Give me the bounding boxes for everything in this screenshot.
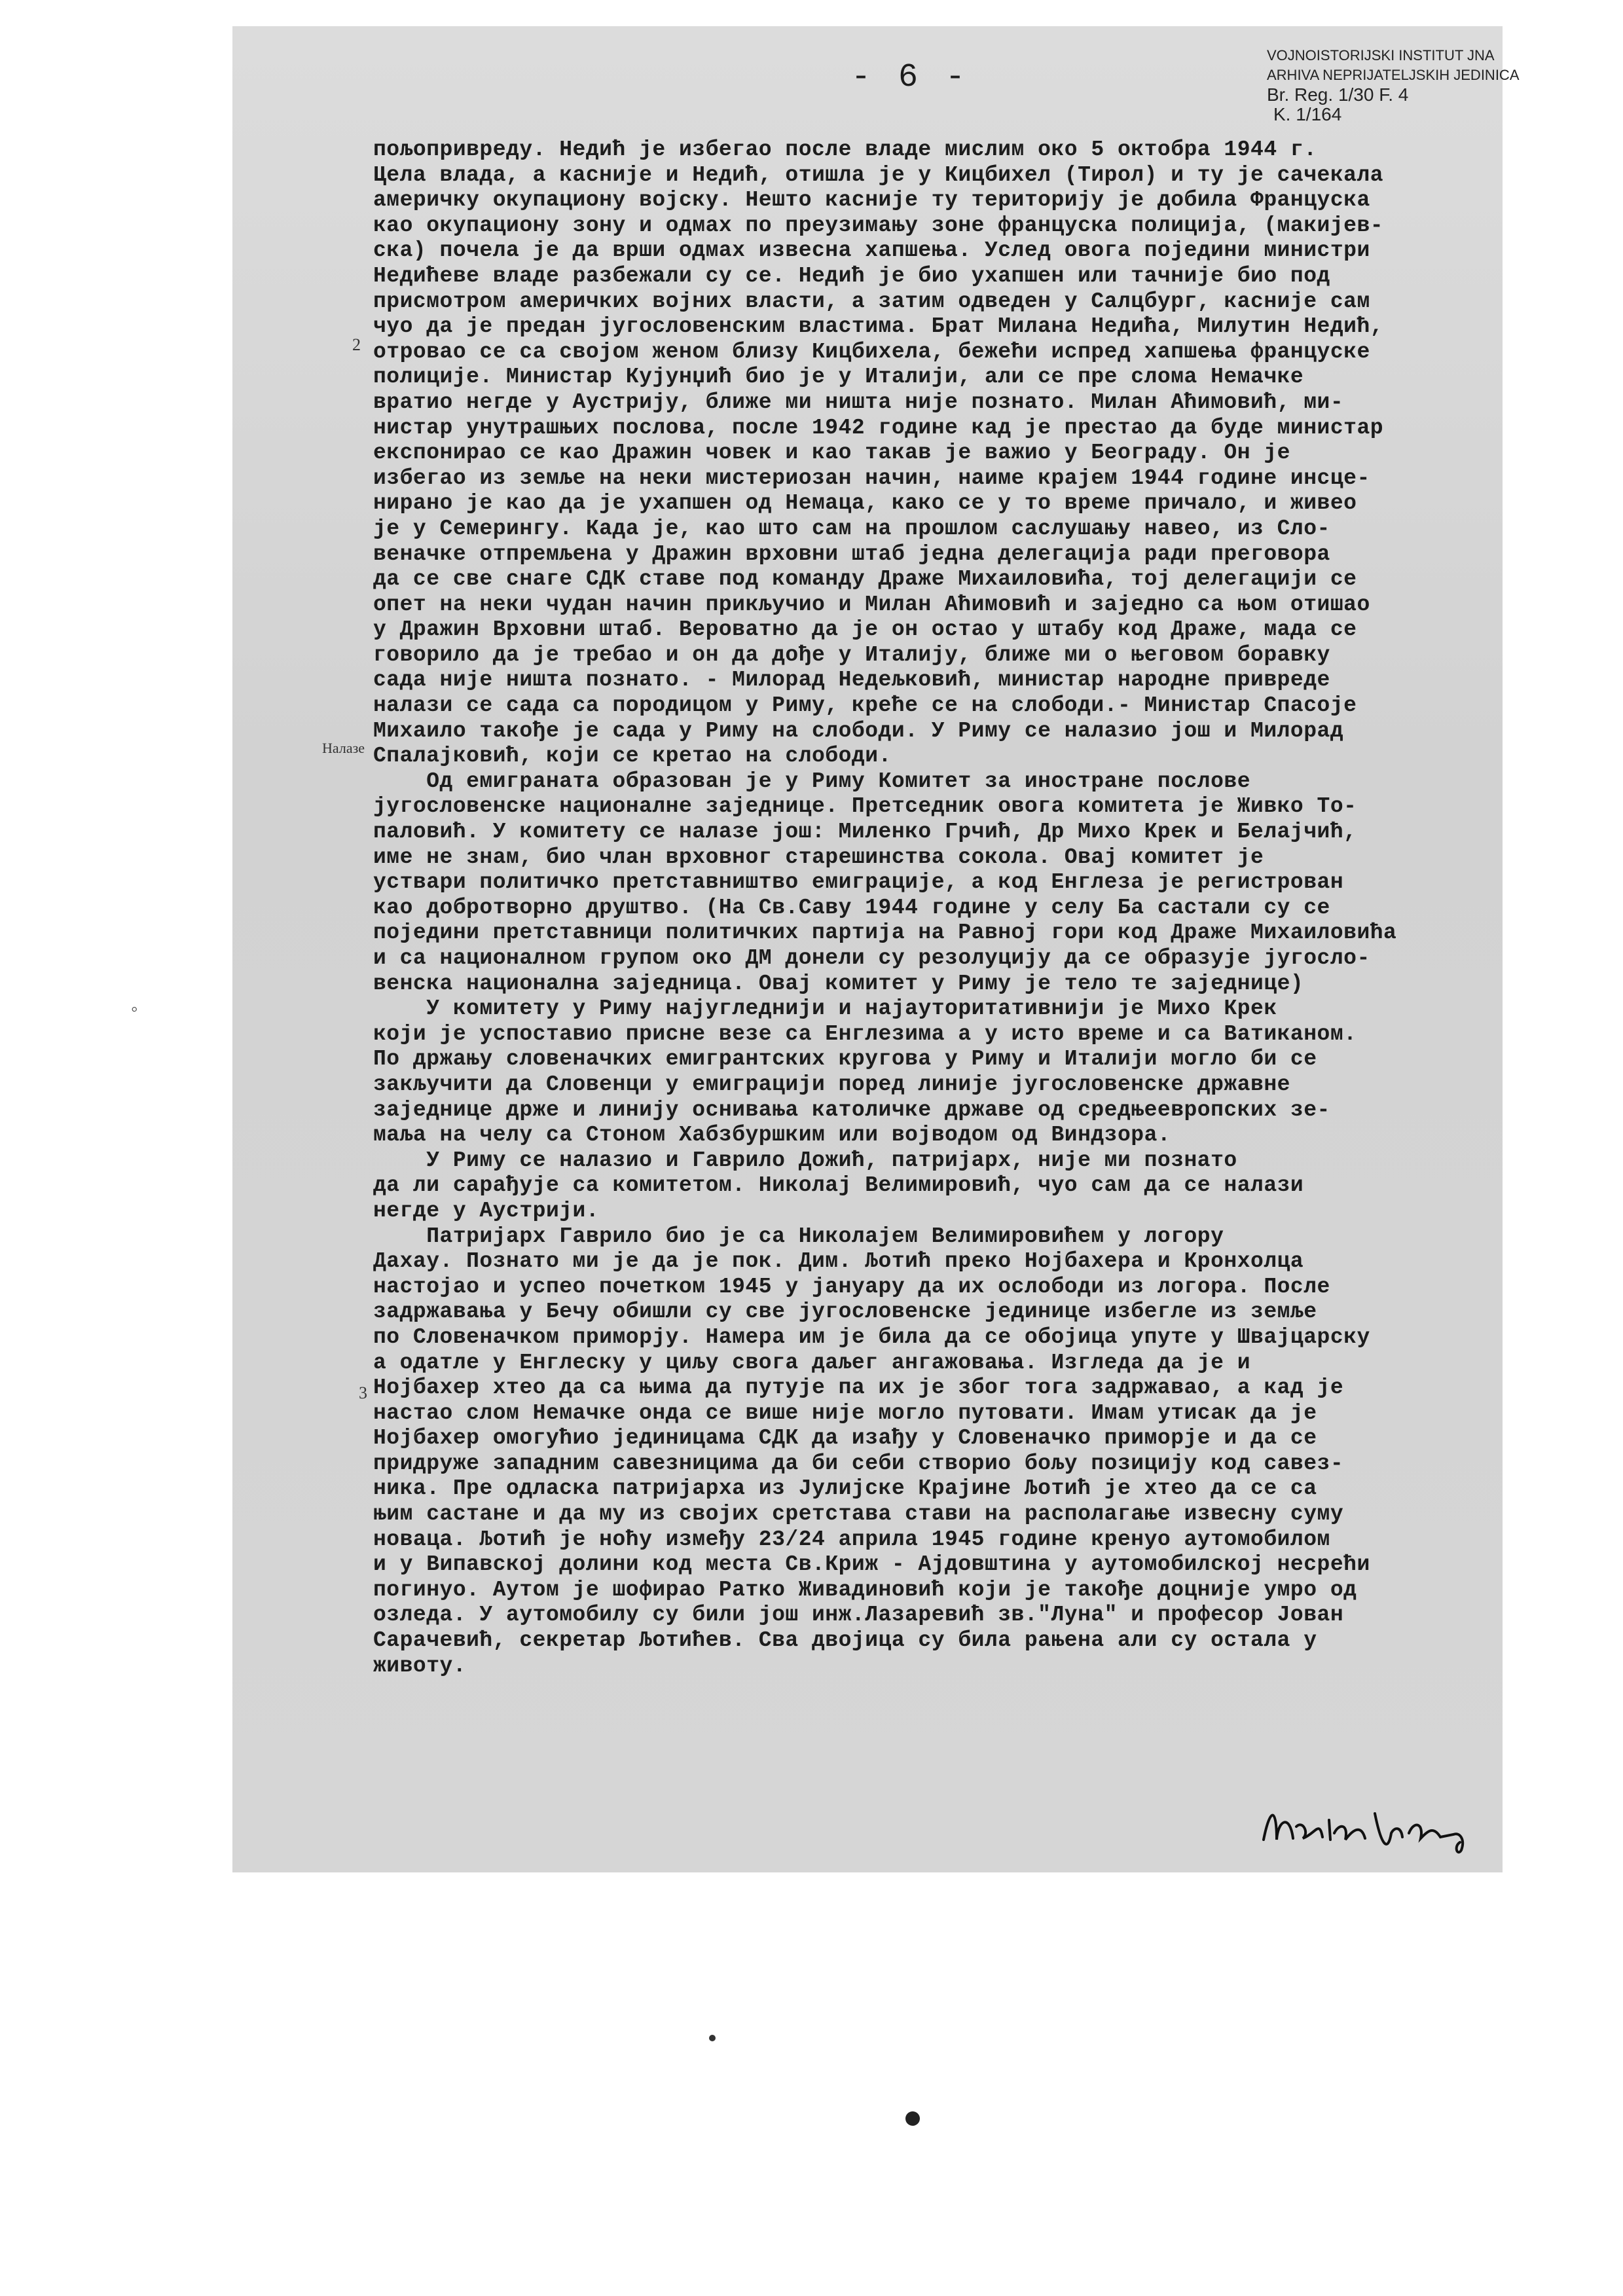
text-line: погинуо. Аутом је шофирао Ратко Живадиновић који је такође доцније умро од: [373, 1577, 1357, 1602]
text-line: венска национална заједница. Овај комитет у Риму је тело те заједнице): [373, 971, 1304, 996]
text-line: новаца. Љотић је ноћу између 23/24 априла 1945 године кренуо аутомобилом: [373, 1527, 1330, 1552]
page-dot: [709, 2035, 716, 2041]
text-line: налази се сада са породицом у Риму, креће се на слободи.- Министар Спасоје: [373, 693, 1357, 718]
text-line: као окупациону зону и одмах по преузимању зоне француска полиција, (макијев-: [373, 213, 1384, 238]
text-line: нистар унутрашњих послова, после 1942 године кад је престао да буде министар: [373, 415, 1384, 440]
text-line: југословенске националне заједнице. Претседник овога комитета је Живко То-: [373, 794, 1357, 819]
stamp-box-number: K. 1/164: [1273, 104, 1342, 124]
margin-note-3: 3: [359, 1383, 367, 1402]
archive-stamp: [1267, 46, 1520, 124]
text-line: Од емиграната образован је у Риму Комитет за иностране послове: [373, 769, 1251, 793]
text-line: име не знам, био члан врховног старешинства сокола. Овај комитет је: [373, 845, 1264, 869]
text-line: отровао се са својом женом близу Кицбихела, бежећи испред хапшења француске: [373, 339, 1370, 364]
stamp-registration: Br. Reg. 1/30 F. 4: [1267, 84, 1409, 105]
text-line: Недићеве владе разбежали су се. Недић је био ухапшен или тачније био под: [373, 263, 1330, 288]
text-line: и са националном групом око ДМ донели су резолуцију да се образује југосло-: [373, 946, 1370, 970]
text-line: Сарачевић, секретар Љотићев. Сва двојица су била рањена али су остала у: [373, 1628, 1317, 1653]
text-line: експонирао се као Дражин човек и као такав је важио у Београду. Он је: [373, 441, 1290, 465]
text-line: У комитету у Риму најугледнији и најауторитативнији је Михо Крек: [373, 996, 1277, 1021]
text-line: сада није ништа познато. - Милорад Недељковић, министар народне привреде: [373, 668, 1330, 693]
text-line: задржавања у Бечу обишли су све југословенске јединице избегле из земље: [373, 1300, 1317, 1324]
text-line: да се све снаге СДК ставе под команду Драже Михаиловића, тој делегацији се: [373, 567, 1357, 592]
handwritten-signature-icon: [1257, 1794, 1480, 1866]
text-line: је у Семерингу. Када је, као што сам на прошлом саслушању навео, из Сло-: [373, 516, 1330, 541]
stamp-archive: ARHIVA NEPRIJATELJSKIH JEDINICA: [1267, 67, 1520, 83]
text-line: нирано је као да је ухапшен од Немаца, како се у то време причало, и живео: [373, 491, 1357, 516]
text-line: Цела влада, а касније и Недић, отишла је у Кицбихел (Тирол) и ту је сачекала: [373, 162, 1384, 187]
text-line: опет на неки чудан начин прикључио и Милан Аћимовић и заједно са њом отишао: [373, 592, 1370, 617]
text-line: да ли сарађује са комитетом. Николај Велимировић, чуо сам да се налази: [373, 1173, 1304, 1198]
text-line: по Словеначком приморју. Намера им је била да се обојица упуте у Швајцарску: [373, 1324, 1370, 1349]
text-line: По држању словеначких емигрантских кругова у Риму и Италији могло би се: [373, 1047, 1317, 1072]
text-line: америчку окупациону војску. Нешто касније ту територију је добила Француска: [373, 188, 1370, 213]
text-line: маља на челу са Стоном Хабзбуршким или војводом од Виндзора.: [373, 1123, 1171, 1148]
text-line: настао слом Немачке онда се више није могло путовати. Имам утисак да је: [373, 1400, 1317, 1425]
text-line: Дахау. Познато ми је да је пок. Дим. Љотић преко Нојбахера и Кронхолца: [373, 1249, 1304, 1274]
text-line: присмотром америчких војних власти, а затим одведен у Салцбург, касније сам: [373, 289, 1370, 314]
text-line: придруже западним савезницима да би себи створио бољу позицију код савез-: [373, 1451, 1344, 1476]
text-line: Михаило такође је сада у Риму на слободи. У Риму се налазио још и Милорад: [373, 718, 1344, 743]
text-line: настојао и успео почетком 1945 у јануару да их ослободи из логора. После: [373, 1274, 1330, 1299]
text-line: поједини претставници политичких партија на Равној гори код Драже Михаиловића: [373, 920, 1397, 945]
text-line: који је успоставио присне везе са Енглезима а у исто време и са Ватиканом.: [373, 1021, 1357, 1046]
text-line: Спалајковић, који се кретао на слободи.: [373, 744, 892, 769]
page-number: - 6 -: [851, 59, 970, 96]
signature-icon: [1257, 1794, 1480, 1869]
margin-note-handwritten: Налазе: [322, 740, 365, 756]
text-line: У Риму се налазио и Гаврило Дожић, патријарх, није ми познато: [373, 1148, 1237, 1173]
text-line: у Дражин Врховни штаб. Вероватно да је он остао у штабу код Драже, мада се: [373, 617, 1357, 642]
text-line: њим састане и да му из својих сретстава стави на располагање извесну суму: [373, 1502, 1344, 1527]
typewritten-body: [373, 137, 1499, 1679]
text-line: животу.: [373, 1653, 467, 1678]
text-line: ска) почела је да врши одмах извесна хапшења. Услед овога поједини министри: [373, 238, 1370, 263]
text-line: избегао из земље на неки мистериозан начин, наиме крајем 1944 године инсце-: [373, 465, 1370, 490]
text-line: Патријарх Гаврило био је са Николајем Велимировићем у логору: [373, 1224, 1224, 1248]
text-line: вратио негде у Аустрију, ближе ми ништа није познато. Милан Аћимовић, ми-: [373, 390, 1344, 414]
text-line: говорило да је требао и он да дође у Италију, ближе ми о његовом боравку: [373, 642, 1330, 667]
text-line: веначке отпремљена у Дражин врховни штаб једна делегација ради преговора: [373, 541, 1330, 566]
left-margin-mark: ◦: [131, 998, 138, 1020]
text-line: уствари политичко претставништво емиграције, а код Енглеза је регистрован: [373, 870, 1344, 895]
text-line: и у Випавској долини код места Св.Криж - Ајдовштина у аутомобилској несрећи: [373, 1552, 1370, 1577]
text-line: Нојбахер омогућио јединицама СДК да изађу у Словеначко приморје и да се: [373, 1426, 1317, 1451]
text-line: полиције. Министар Кујунџић био је у Италији, али се пре слома Немачке: [373, 365, 1304, 390]
text-line: а одатле у Енглеску у циљу свога даљег ангажовања. Изгледа да је и: [373, 1350, 1251, 1375]
page-ink-blot: [905, 2111, 920, 2126]
margin-note-2: 2: [352, 335, 361, 354]
text-line: Нојбахер хтео да са њима да путује па их је због тога задржавао, а кад је: [373, 1376, 1344, 1400]
text-line: пољопривреду. Недић је избегао после владе мислим око 5 октобра 1944 г.: [373, 137, 1317, 162]
text-line: чуо да је предан југословенским властима. Брат Милана Недића, Милутин Недић,: [373, 314, 1384, 339]
text-line: закључити да Словенци у емиграцији поред линије југословенске државне: [373, 1072, 1290, 1097]
text-line: озледа. У аутомобилу су били још инж.Лазаревић зв."Луна" и професор Јован: [373, 1603, 1344, 1628]
text-line: негде у Аустрији.: [373, 1198, 600, 1223]
text-line: као добротворно друштво. (На Св.Саву 1944 године у селу Ба састали су се: [373, 895, 1330, 920]
text-line: паловић. У комитету се налазе још: Миленко Грчић, Др Михо Крек и Белајчић,: [373, 820, 1357, 845]
text-line: ника. Пре одласка патријарха из Јулијске Крајине Љотић је хтео да се са: [373, 1476, 1317, 1501]
stamp-institute: VOJNOISTORIJSKI INSTITUT JNA: [1267, 47, 1495, 64]
text-line: заједнице држе и линију оснивања католичке државе од средњеевропских зе-: [373, 1097, 1330, 1122]
